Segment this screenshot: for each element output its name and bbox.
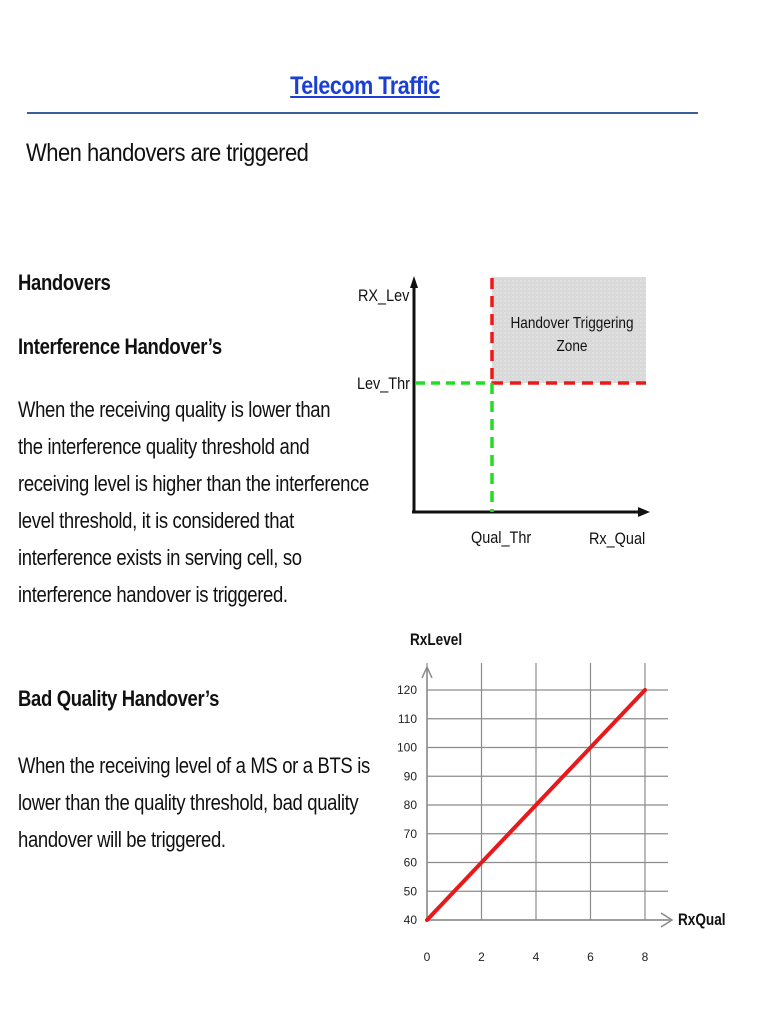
x-tick-label: 0 <box>423 950 431 964</box>
series-point <box>426 919 429 922</box>
y-tick-label: 40 <box>403 913 417 927</box>
zone-label-line-2: Zone <box>556 338 588 356</box>
x-tick-label: 6 <box>587 950 594 964</box>
interference-line-5: interference exists in serving cell, so <box>18 545 302 570</box>
interference-line-1: When the receiving quality is lower than <box>18 397 331 422</box>
rxqual-axis-label: RxQual <box>678 910 726 930</box>
bad-quality-line-1: When the receiving level of a MS or a BTS is <box>18 753 370 778</box>
y-tick-label: 110 <box>397 711 417 726</box>
page-subtitle: When handovers are triggered <box>26 139 309 167</box>
x-tick-label: 8 <box>641 950 649 964</box>
y-tick-label: 120 <box>396 683 417 697</box>
bad-quality-line-3: handover will be triggered. <box>18 827 226 852</box>
series-point <box>480 861 483 864</box>
y-tick-label: 80 <box>403 798 417 812</box>
bad-quality-line-2: lower than the quality threshold, bad quality <box>18 790 359 815</box>
series-point <box>644 689 647 692</box>
y-tick-label: 50 <box>403 884 417 899</box>
lev-thr-label: Lev_Thr <box>357 374 410 394</box>
y-tick-label: 70 <box>403 826 417 841</box>
y-tick-label: 90 <box>403 769 417 784</box>
page-title-link[interactable]: Telecom Traffic <box>290 72 440 100</box>
interference-line-3: receiving level is higher than the interference <box>18 471 369 496</box>
rx-qual-axis-label: Rx_Qual <box>589 529 646 549</box>
interference-line-2: the interference quality threshold and <box>18 434 310 459</box>
bad-quality-handover-heading: Bad Quality Handover’s <box>18 686 220 711</box>
rxlevel-axis-label: RxLevel <box>410 630 463 650</box>
series-point <box>535 804 538 807</box>
y-tick-label: 60 <box>403 855 417 870</box>
x-tick-label: 4 <box>532 950 540 964</box>
interference-line-6: interference handover is triggered. <box>18 582 288 607</box>
interference-handover-heading: Interference Handover’s <box>18 334 222 359</box>
zone-label-line-1: Handover Triggering <box>510 315 634 333</box>
series-point <box>589 746 592 749</box>
y-tick-label: 100 <box>396 740 417 755</box>
handovers-heading: Handovers <box>18 270 111 295</box>
rx-lev-axis-label: RX_Lev <box>358 286 410 306</box>
interference-line-4: level threshold, it is considered that <box>18 508 294 533</box>
qual-thr-label: Qual_Thr <box>471 528 532 548</box>
x-tick-label: 2 <box>478 950 485 964</box>
